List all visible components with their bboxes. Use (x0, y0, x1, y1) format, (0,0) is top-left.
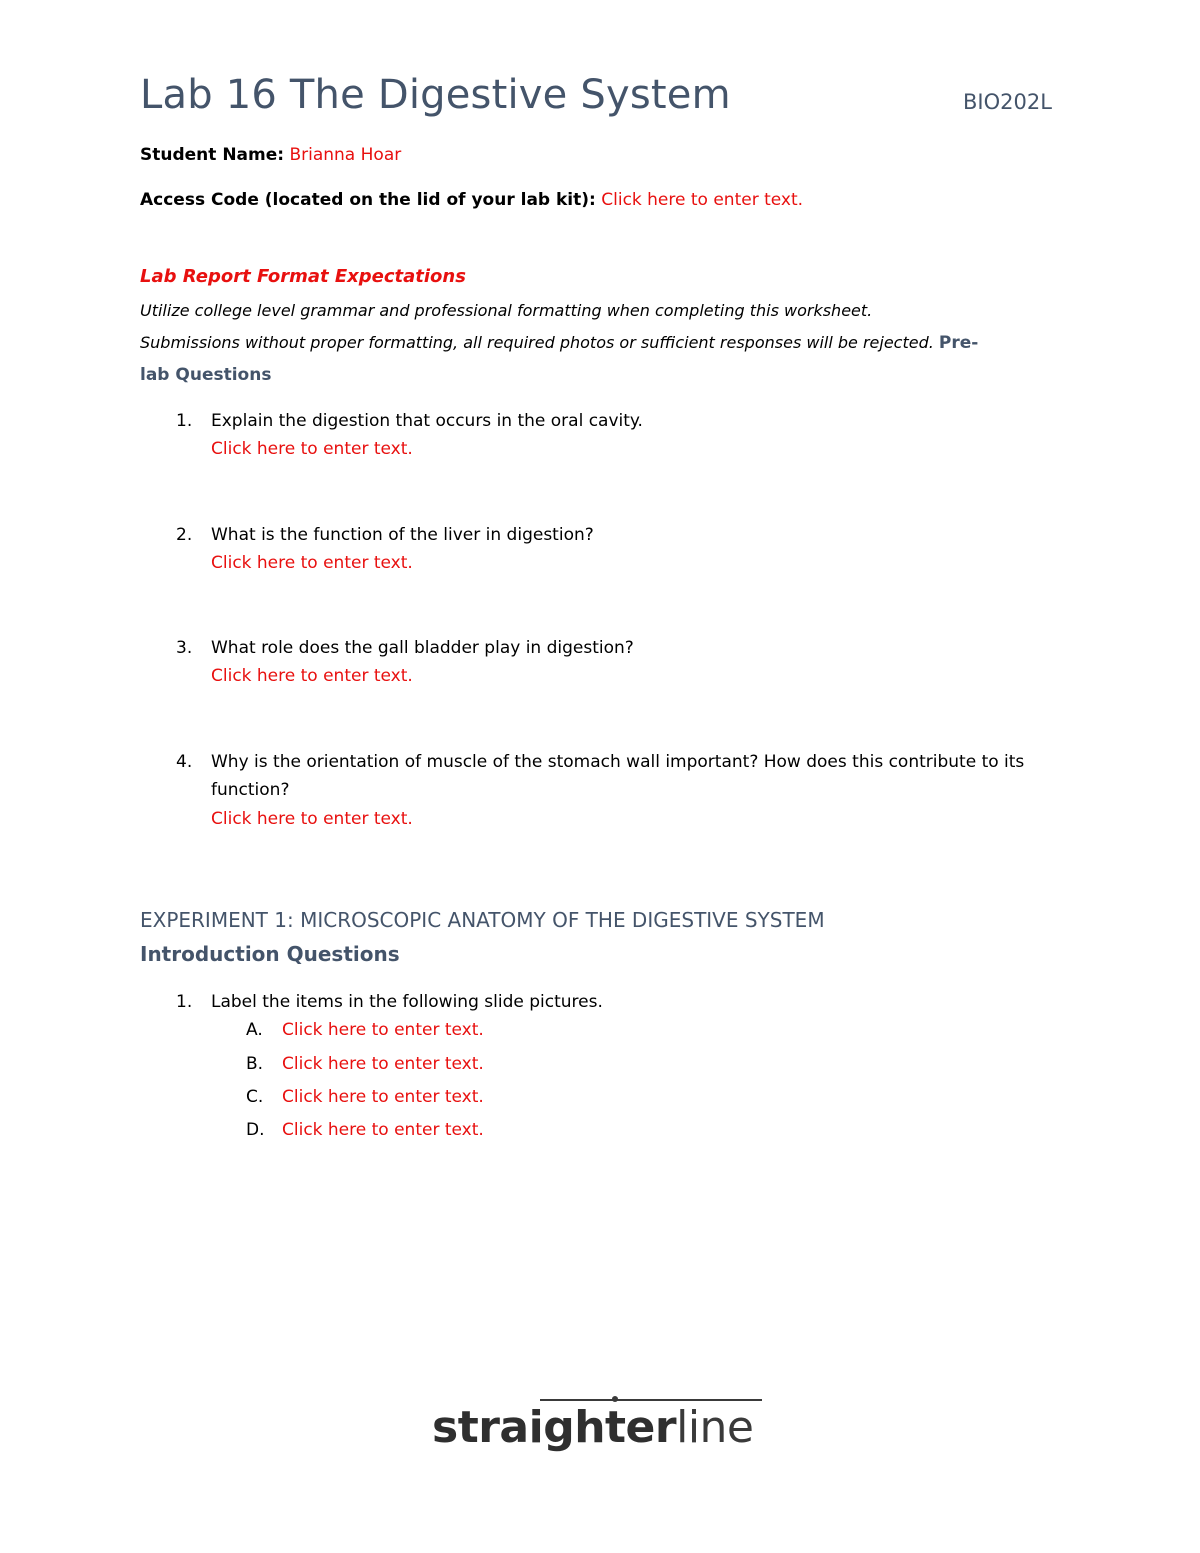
item-letter: A. (246, 1020, 263, 1040)
question-text: Explain the digestion that occurs in the oral cavity. (211, 411, 643, 431)
introduction-questions-heading: Introduction Questions (140, 942, 400, 966)
item-letter: D. (246, 1120, 265, 1140)
logo-rule (540, 1399, 762, 1401)
question-text: Why is the orientation of muscle of the stomach wall important? How does this contribute to its (211, 752, 1025, 772)
access-code-input[interactable]: Click here to enter text. (601, 190, 804, 210)
prelab-heading-part-2: lab Questions (140, 365, 272, 385)
expectations-heading: Lab Report Format Expectations (140, 266, 466, 287)
question-text-continued: function? (211, 780, 290, 800)
answer-field[interactable]: Click here to enter text. (282, 1054, 484, 1074)
logo-light-text: line (676, 1402, 754, 1453)
question-number: 3. (176, 638, 193, 658)
question-text: What is the function of the liver in digestion? (211, 525, 594, 545)
question-text: What role does the gall bladder play in digestion? (211, 638, 634, 658)
logo-wordmark (432, 1402, 754, 1453)
answer-field[interactable]: Click here to enter text. (282, 1020, 484, 1040)
student-name-row (140, 145, 401, 165)
access-code-label: Access Code (located on the lid of your lab kit): (140, 190, 596, 210)
expectations-line-2 (140, 333, 978, 353)
expectations-line-2-text: Submissions without proper formatting, all required photos or sufficient responses will be rejected. (140, 333, 934, 352)
answer-field[interactable]: Click here to enter text. (282, 1120, 484, 1140)
question-number: 4. (176, 752, 193, 772)
question-text: Label the items in the following slide pictures. (211, 992, 603, 1012)
student-name-label: Student Name: (140, 145, 285, 165)
expectations-line-1: Utilize college level grammar and professional formatting when completing this worksheet. (140, 301, 873, 320)
straighterline-logo (432, 1398, 762, 1458)
answer-field[interactable]: Click here to enter text. (211, 553, 413, 573)
course-code: BIO202L (963, 90, 1052, 114)
answer-field[interactable]: Click here to enter text. (211, 666, 413, 686)
page-title: Lab 16 The Digestive System (140, 72, 731, 118)
question-number: 2. (176, 525, 193, 545)
prelab-heading-part-1: Pre- (938, 333, 979, 353)
answer-field[interactable]: Click here to enter text. (211, 439, 413, 459)
item-letter: B. (246, 1054, 264, 1074)
access-code-row (140, 190, 803, 210)
question-number: 1. (176, 992, 193, 1012)
logo-bold-text: straighter (432, 1402, 677, 1453)
answer-field[interactable]: Click here to enter text. (282, 1087, 484, 1107)
student-name-value[interactable]: Brianna Hoar (289, 145, 402, 165)
answer-field[interactable]: Click here to enter text. (211, 809, 413, 829)
question-number: 1. (176, 411, 193, 431)
experiment-heading: EXPERIMENT 1: MICROSCOPIC ANATOMY OF THE DIGESTIVE SYSTEM (140, 908, 825, 932)
item-letter: C. (246, 1087, 264, 1107)
